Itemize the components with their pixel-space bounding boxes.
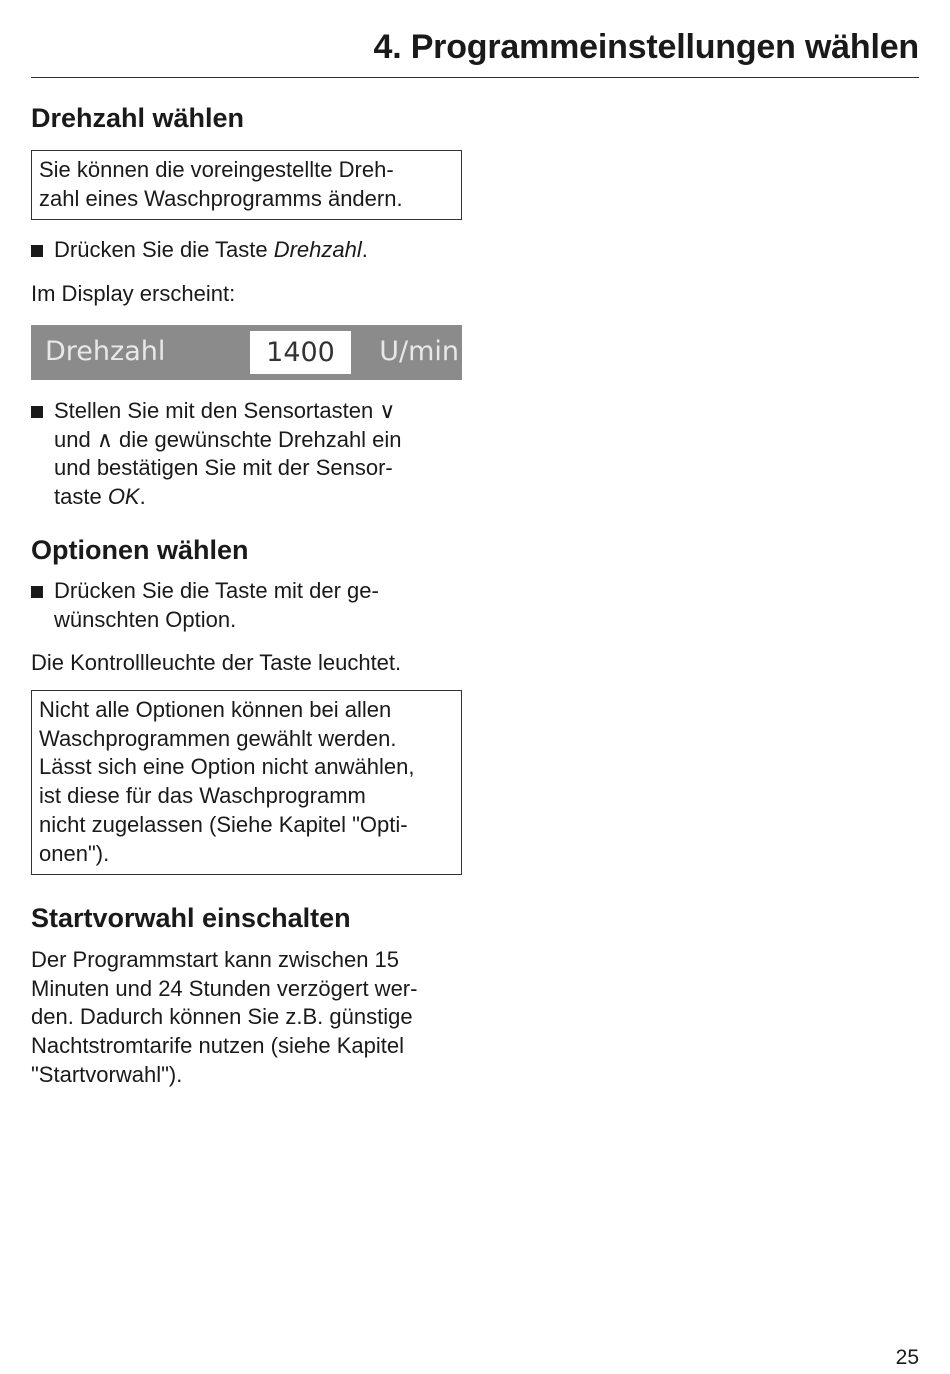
note-line: Waschprogrammen gewählt werden. (39, 725, 397, 751)
drehzahl-step-1 (31, 236, 471, 265)
step-line: wünschten Option. (54, 606, 237, 632)
note-line: zahl eines Waschprogramms ändern. (39, 185, 403, 211)
drehzahl-note-box (31, 150, 462, 220)
paragraph-line: Minuten und 24 Stunden verzögert wer- (31, 975, 418, 1001)
section-heading-drehzahl: Drehzahl wählen (31, 103, 245, 133)
section-drehzahl-heading-wrap (31, 102, 471, 134)
page-number: 25 (895, 1346, 919, 1369)
note-line: onen"). (39, 840, 110, 866)
note-line: ist diese für das Waschprogramm (39, 783, 366, 809)
page-header-title: 4. Programmeinstellungen wählen (373, 28, 919, 66)
paragraph-line: "Startvorwahl"). (31, 1061, 183, 1087)
note-line: Sie können die voreingestellte Dreh- (39, 157, 394, 182)
section-heading-startvorwahl: Startvorwahl einschalten (31, 903, 351, 933)
key-name: OK (107, 484, 140, 510)
key-name: Drehzahl (273, 237, 362, 262)
step-line: und bestätigen Sie mit der Sensor- (54, 455, 393, 481)
display-value: 1400 (250, 331, 351, 374)
optionen-note-box (31, 690, 462, 875)
display-unit: U/min (379, 336, 459, 367)
step-line: und ∧ die gewünschte Drehzahl ein (54, 426, 402, 452)
section-heading-optionen: Optionen wählen (31, 535, 249, 565)
header-divider (31, 77, 919, 78)
startvorwahl-paragraph (31, 946, 471, 1090)
display-label: Drehzahl (45, 336, 166, 367)
step-text: . (139, 484, 146, 510)
bullet-square-icon (31, 245, 43, 257)
note-line: Lässt sich eine Option nicht anwählen, (39, 754, 415, 780)
note-line: nicht zugelassen (Siehe Kapitel "Opti- (39, 811, 408, 837)
optionen-result: Die Kontrollleuchte der Taste leuchtet. (31, 650, 402, 675)
display-panel (31, 325, 462, 380)
bullet-square-icon (31, 586, 43, 598)
display-intro: Im Display erscheint: (31, 281, 236, 306)
optionen-step (31, 577, 471, 634)
step-line: Stellen Sie mit den Sensortasten ∨ (54, 398, 396, 423)
step-text: . (361, 237, 368, 262)
paragraph-line: den. Dadurch können Sie z.B. günstige (31, 1004, 413, 1030)
step-text: Drücken Sie die Taste (54, 237, 274, 262)
step-line (54, 483, 471, 512)
bullet-square-icon (31, 406, 43, 418)
note-line: Nicht alle Optionen können bei allen (39, 697, 392, 722)
step-text: taste (54, 484, 108, 510)
step-line: Drücken Sie die Taste mit der ge- (54, 578, 379, 603)
paragraph-line: Nachtstromtarife nutzen (siehe Kapitel (31, 1033, 404, 1059)
paragraph-line: Der Programmstart kann zwischen 15 (31, 947, 400, 972)
drehzahl-step-2 (31, 397, 471, 512)
